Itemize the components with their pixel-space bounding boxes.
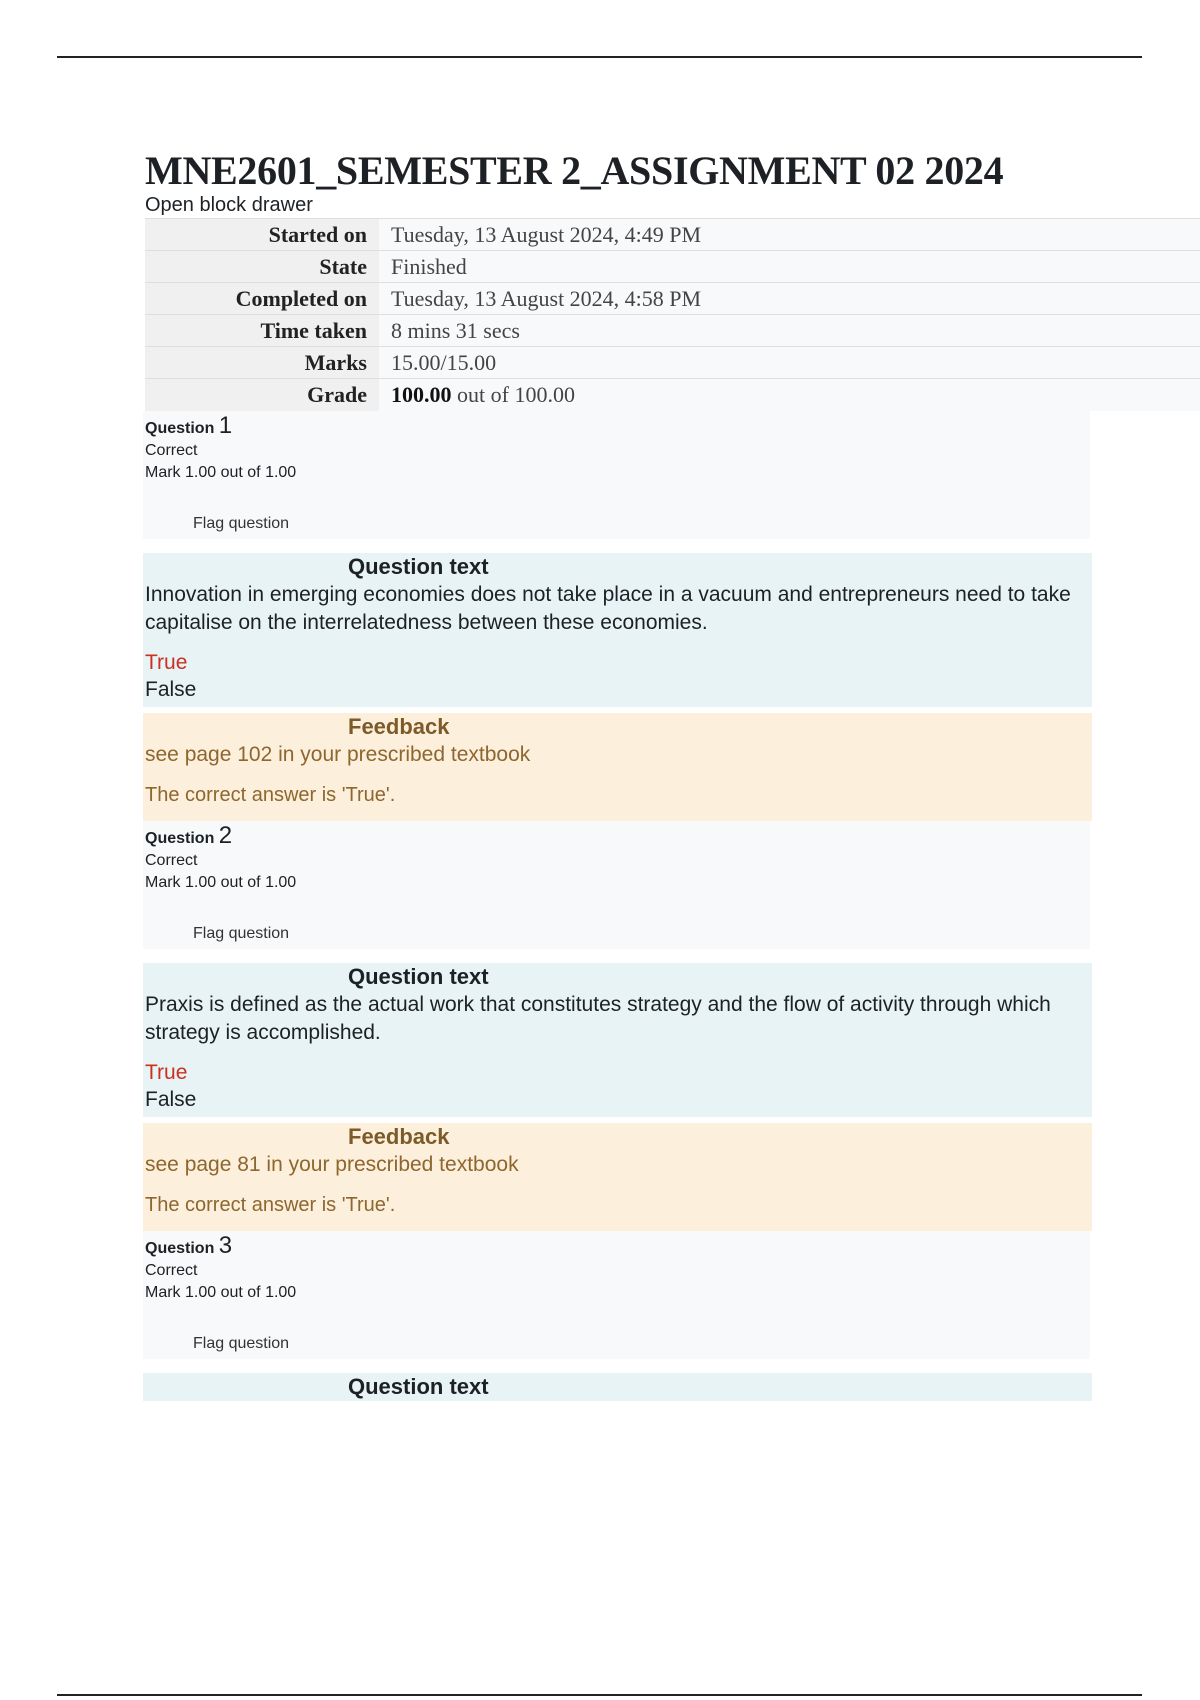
flag-question-button[interactable]: Flag question [193,924,290,942]
question-text-heading: Question text [348,963,489,989]
question-formulation [143,1373,1092,1401]
question-grade: Mark 1.00 out of 1.00 [145,1283,297,1301]
question-3 [145,1231,1200,1401]
right-answer: The correct answer is 'True'. [145,1193,396,1216]
right-answer: The correct answer is 'True'. [145,783,396,806]
question-feedback [143,713,1092,821]
flag-question-button[interactable]: Flag question [193,514,290,532]
summary-value: 15.00/15.00 [379,347,1200,379]
question-label: Question [145,1239,215,1257]
question-state: Correct [145,441,198,459]
summary-row-grade [145,379,1200,411]
summary-label: Started on [145,219,379,251]
grade-out-of: out of 100.00 [451,381,575,407]
summary-row-time-taken [145,315,1200,347]
question-text-heading: Question text [348,1373,489,1399]
specific-feedback: see page 81 in your prescribed textbook [145,1152,519,1176]
summary-row-completed [145,283,1200,315]
summary-value: Tuesday, 13 August 2024, 4:49 PM [379,219,1200,251]
specific-feedback: see page 102 in your prescribed textbook [145,742,531,766]
answer-option-true[interactable]: True [145,650,188,674]
question-text: Innovation in emerging economies does not take place in a vacuum and entrepreneurs need to take capitalise on the interrelatedness between these economies. [145,582,1071,634]
answer-option-false[interactable]: False [145,1087,197,1111]
answer-option-true[interactable]: True [145,1060,188,1084]
attempt-summary-table [145,218,1200,411]
summary-label: Grade [145,379,379,411]
summary-label: State [145,251,379,283]
question-info [143,1231,1090,1359]
question-formulation [143,963,1092,1117]
question-grade: Mark 1.00 out of 1.00 [145,873,297,891]
summary-label: Marks [145,347,379,379]
question-text: Praxis is defined as the actual work that constitutes strategy and the flow of activity through which strategy is accomplished. [145,992,1051,1044]
question-state: Correct [145,1261,198,1279]
question-label: Question [145,829,215,847]
summary-value: 8 mins 31 secs [379,315,1200,347]
page-title: MNE2601_SEMESTER 2_ASSIGNMENT 02 2024 [145,148,1004,193]
question-number [145,1231,1090,1260]
summary-value: Tuesday, 13 August 2024, 4:58 PM [379,283,1200,315]
flag-question-button[interactable]: Flag question [193,1334,290,1352]
question-2 [145,821,1200,1231]
summary-row-state [145,251,1200,283]
answer-option-false[interactable]: False [145,677,197,701]
quiz-review [145,148,1200,1401]
question-number [145,821,1090,850]
question-state: Correct [145,851,198,869]
summary-label: Time taken [145,315,379,347]
summary-row-marks [145,347,1200,379]
feedback-heading: Feedback [348,1123,450,1149]
question-number-value: 2 [218,821,233,849]
grade-score: 100.00 [391,381,452,407]
feedback-heading: Feedback [348,713,450,739]
question-1 [145,411,1200,821]
question-info [143,411,1090,539]
question-number-value: 1 [218,411,233,439]
question-grade: Mark 1.00 out of 1.00 [145,463,297,481]
summary-row-started [145,219,1200,251]
question-feedback [143,1123,1092,1231]
page-bottom-rule [57,1694,1142,1696]
summary-label: Completed on [145,283,379,315]
question-number [145,411,1090,440]
question-label: Question [145,419,215,437]
summary-value: Finished [379,251,1200,283]
summary-value [379,379,1200,411]
page-top-rule [57,56,1142,58]
question-info [143,821,1090,949]
open-block-drawer-link[interactable]: Open block drawer [145,194,313,216]
question-formulation [143,553,1092,707]
question-number-value: 3 [218,1231,233,1259]
question-text-heading: Question text [348,553,489,579]
